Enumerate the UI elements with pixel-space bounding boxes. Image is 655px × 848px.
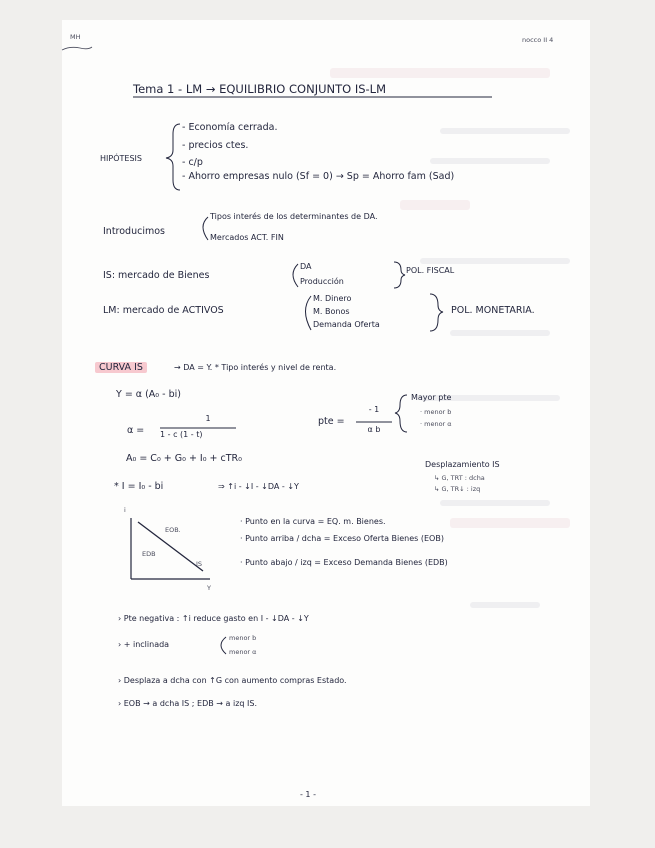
author-initials: MH: [70, 33, 81, 41]
brace: [394, 262, 405, 288]
brace: [203, 217, 208, 240]
slope-note: · menor α: [420, 420, 452, 428]
equation-a0: A₀ = C₀ + G₀ + I₀ + cTR₀: [126, 453, 242, 464]
note-inclinada-item: menor α: [229, 648, 257, 656]
hipotesis-label: HIPÓTESIS: [100, 154, 142, 163]
brace: [166, 124, 180, 190]
desplazamiento-item: ↳ G, TR↓ : izq: [434, 485, 481, 493]
curva-is-subtitle: → DA = Y. * Tipo interés y nivel de renta.: [174, 363, 337, 372]
graph-point-note: · Punto en la curva = EQ. m. Bienes.: [240, 517, 386, 526]
note-inclinada: › + inclinada: [118, 640, 170, 649]
equation-alpha-numerator: 1: [205, 414, 211, 423]
slope-numerator: - 1: [368, 405, 380, 414]
slope-lhs: pte =: [318, 416, 345, 427]
equation-investment: * I = I₀ - bi: [114, 481, 164, 492]
is-market-label: IS: mercado de Bienes: [103, 270, 210, 281]
brace: [306, 296, 312, 330]
slope-denominator: α b: [367, 425, 381, 434]
brace: [293, 264, 298, 287]
hipotesis-item: - c/p: [182, 157, 203, 168]
lm-policy: POL. MONETARIA.: [451, 305, 535, 316]
equation-alpha-denominator: 1 - c (1 - t): [160, 430, 203, 439]
brace: [221, 637, 226, 654]
introducimos-item: Tipos interés de los determinantes de DA.: [210, 212, 378, 221]
slope-note: · menor b: [420, 408, 452, 416]
introducimos-label: Introducimos: [103, 226, 165, 237]
note-negative-slope: › Pte negativa : ↑i reduce gasto en I - ↓DA - ↓Y: [118, 614, 309, 623]
equation-investment-effect: ⇒ ↑i - ↓I - ↓DA - ↓Y: [218, 482, 299, 491]
is-market-item: DA: [300, 262, 312, 271]
lm-market-label: LM: mercado de ACTIVOS: [103, 305, 224, 316]
graph-label-edb: EDB: [142, 550, 156, 558]
graph-label-eob: EOB.: [165, 526, 181, 534]
slope-note: Mayor pte: [411, 393, 452, 402]
lm-market-item: Demanda Oferta: [313, 320, 380, 329]
hipotesis-item: - precios ctes.: [182, 140, 249, 151]
desplazamiento-title: Desplazamiento IS: [425, 460, 500, 469]
graph-label-is: IS: [196, 560, 203, 568]
introducimos-item: Mercados ACT. FIN: [210, 233, 284, 242]
page-tag: nocco II 4: [522, 36, 554, 44]
page-number: - 1 -: [300, 790, 316, 799]
graph-point-note: · Punto arriba / dcha = Exceso Oferta Bienes (EOB): [240, 534, 444, 543]
lm-market-item: M. Bonos: [313, 307, 350, 316]
curva-is-highlight: CURVA IS: [95, 362, 147, 373]
note-shift: › Desplaza a dcha con ↑G con aumento compras Estado.: [118, 676, 347, 685]
lm-market-item: M. Dinero: [313, 294, 352, 303]
brace: [430, 294, 443, 331]
is-market-item: Producción: [300, 277, 344, 286]
equation-alpha-lhs: α =: [127, 425, 145, 436]
hipotesis-item: - Ahorro empresas nulo (Sf = 0) → Sp = Ahorro fam (Sad): [182, 171, 455, 182]
graph-x-axis-label: Y: [207, 584, 211, 592]
page-title: Tema 1 - LM → EQUILIBRIO CONJUNTO IS-LM: [133, 82, 387, 96]
note-eob-edb: › EOB → a dcha IS ; EDB → a izq IS.: [118, 699, 257, 708]
desplazamiento-item: ↳ G, TRT : dcha: [434, 474, 485, 482]
hipotesis-item: - Economía cerrada.: [182, 122, 278, 133]
is-policy: POL. FISCAL: [406, 266, 455, 275]
brace: [395, 395, 407, 432]
graph-y-axis-label: i: [124, 506, 126, 514]
graph-point-note: · Punto abajo / izq = Exceso Demanda Bienes (EDB): [240, 558, 448, 567]
equation-y: Y = α (A₀ - bi): [116, 389, 181, 400]
note-inclinada-item: menor b: [229, 634, 257, 642]
header-squiggle: [62, 47, 92, 50]
